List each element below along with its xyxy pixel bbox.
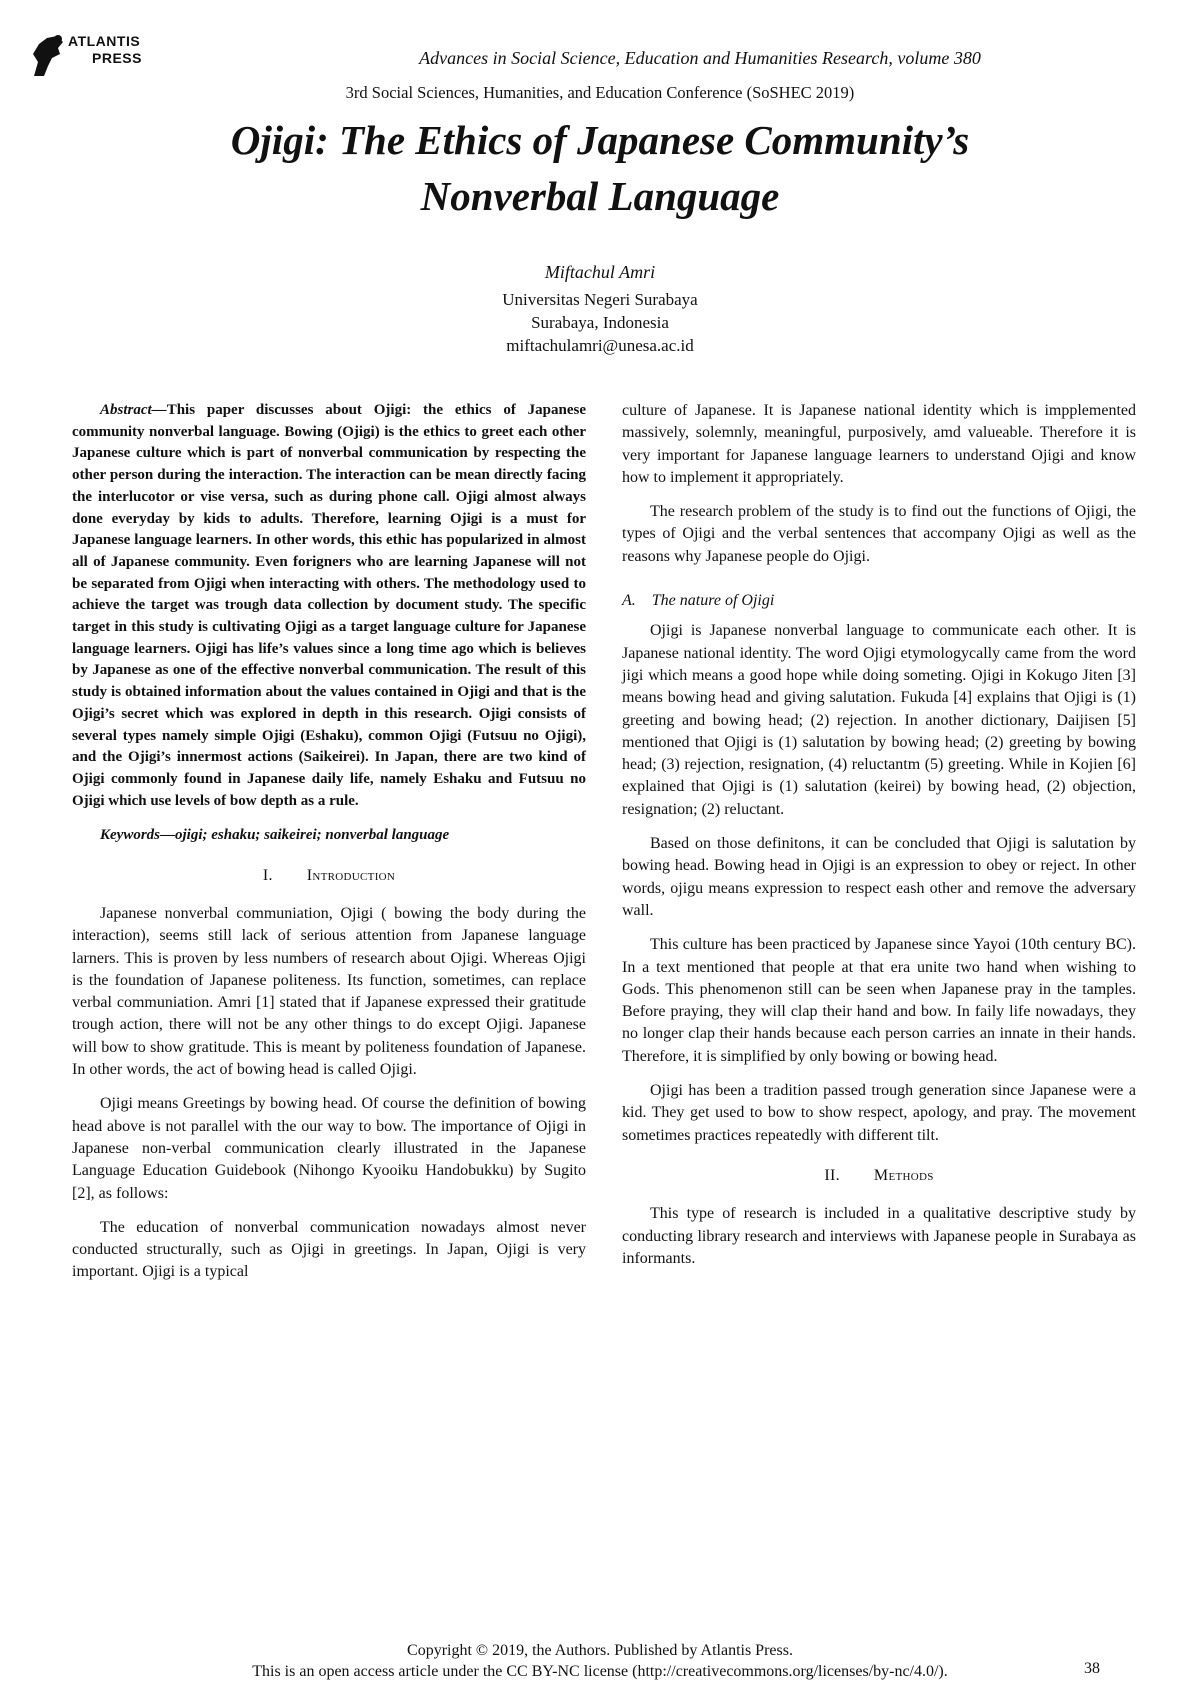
paper-title: [100, 112, 1100, 224]
author-location: Surabaya, Indonesia: [531, 313, 669, 332]
copyright-line: Copyright © 2019, the Authors. Published by Atlantis Press.: [407, 1642, 793, 1659]
keywords: [72, 824, 586, 846]
logo-line-1: ATLANTIS: [68, 33, 141, 49]
logo-wordmark: [68, 33, 142, 67]
author-name: Miftachul Amri: [544, 262, 656, 282]
methods-paragraph: This type of research is included in a qualitative descriptive study by conducting library research and interviews with Japanese people in Surabaya as informants.: [622, 1205, 1136, 1267]
abstract-label: Abstract—: [100, 402, 167, 418]
nature-paragraph: Based on those definitons, it can be concluded that Ojigi is salutation by bowing head. Bowing head in Ojigi is an expression to obey or reject. In other words, ojigu means expression to respect eash other and remove the adversary wall.: [622, 835, 1136, 919]
intro-paragraph: Japanese nonverbal communiation, Ojigi ( bowing the body during the interaction), seems still lack of serious attention from Japanese language larners. This is proven by less numbers of research about Ojigi. Whereas Ojigi is the foundation of Japanese politeness. Its function, sometimes, can replace verbal communiation. Amri [1] stated that if Japanese expressed their gratitude trough action, there will not be any other things to do except Ojigi. Japanese will bow to show gratitude. This is meant by politeness foundation of Japanese. In other words, the act of bowing head is called Ojigi.: [72, 904, 586, 1079]
nature-paragraph: This culture has been practiced by Japanese since Yayoi (10th century BC). In a text mentioned that people at that era unite two hand when wishing to Gods. This phenomenon still can be seen when Japanese pray in the tamples. Before praying, they will clap their hand and bow. In faily life nowadays, they no longer clap their hands because each person carries an innate in their hands. Therefore, it is simplified by only bowing or bowing head.: [622, 936, 1136, 1065]
atlantis-figure-icon: [30, 32, 68, 78]
intro-quote: The education of nonverbal communication nowadays almost never conducted structurally, such as Ojigi in greetings. In Japan, Ojigi is very important. Ojigi is a typical: [72, 1218, 586, 1281]
conference-name: 3rd Social Sciences, Humanities, and Education Conference (SoSHEC 2019): [345, 83, 855, 102]
keywords-text: ojigi; eshaku; saikeirei; nonverbal language: [175, 827, 450, 844]
author-affiliation: [300, 288, 900, 357]
running-head: Advances in Social Science, Education and Humanities Research, volume 380: [419, 48, 981, 68]
nature-paragraph: Ojigi has been a tradition passed trough generation since Japanese were a kid. They get used to bow to show respect, apology, and pray. The movement sometimes practices repeatedly with different tilt.: [622, 1082, 1136, 1144]
quote-continuation: culture of Japanese. It is Japanese national identity which is impplemented massively, solemnly, meaningful, purposively, amd valueable. Therefore it is very important for Japanese language learners to understand Ojigi and know how to implement it appropriately.: [622, 402, 1136, 486]
author-email[interactable]: miftachulamri@unesa.ac.id: [506, 336, 694, 355]
abstract: [72, 400, 586, 812]
logo-line-2: PRESS: [92, 50, 142, 66]
title-line-2: Nonverbal Language: [420, 173, 780, 219]
title-line-1: Ojigi: The Ethics of Japanese Community’s: [230, 117, 970, 163]
intro-paragraph: Ojigi means Greetings by bowing head. Of course the definition of bowing head above is not parallel with the our way to bow. The importance of Ojigi in Japanese non-verbal communication clearly illustrated in the Japanese Language Education Guidebook (Nihongo Kyooiku Handobukku) by Sugito [2], as follows:: [72, 1095, 586, 1202]
author-university: Universitas Negeri Surabaya: [502, 290, 698, 309]
subsection-heading-nature-of-ojigi: A. The nature of Ojigi: [622, 592, 775, 610]
left-column: [72, 400, 586, 1296]
section-heading-methods: II. Methods: [824, 1166, 934, 1184]
publisher-logo: [30, 30, 160, 80]
page-footer: [150, 1640, 1050, 1682]
page-number: 38: [1084, 1660, 1100, 1677]
section-heading-introduction: I. Introduction: [262, 866, 396, 884]
right-column: [622, 400, 1136, 1282]
research-problem-paragraph: The research problem of the study is to find out the functions of Ojigi, the types of Ojigi and the verbal sentences that accompany Ojigi as well as the reasons why Japanese people do Ojigi.: [622, 503, 1136, 565]
keywords-label: Keywords—: [100, 827, 175, 844]
license-line: This is an open access article under the CC BY-NC license (http://creativecommons.org/licenses/by-nc/4.0/).: [252, 1663, 948, 1680]
abstract-text: This paper discusses about Ojigi: the ethics of Japanese community nonverbal language. Bowing (Ojigi) is the ethics to greet each other Japanese culture which is part of nonverbal communication by respecting the other person during the interaction. The interaction can be mean directly facing the interlucotor or vise versa, such as during phone call. Ojigi almost always done everyday by kids to adults. Therefore, learning Ojigi is a must for Japanese language learners. In other words, this ethic has popularized in almost all of Japanese community. Even forigners who are learning Japanese will not be separated from Ojigi when interacting with others. The methodology used to achieve the target was trough data collection by document study. The specific target in this study is cultivating Ojigi as a target language culture for Japanese language learners. Ojigi has life’s values since a long time ago which is believes by Japanese as one of the effective nonverbal communication. The result of this study is obtained information about the values contained in Ojigi and that is the Ojigi’s secret which was explored in depth in this research. Ojigi consists of several types namely simple Ojigi (Eshaku), common Ojigi (Futsuu no Ojigi), and the Ojigi’s innermost actions (Saikeirei). In Japan, there are two kind of Ojigi commonly found in Japanese daily life, namely Eshaku and Futsuu no Ojigi which use levels of bow depth as a rule.: [72, 402, 586, 809]
nature-paragraph: Ojigi is Japanese nonverbal language to communicate each other. It is Japanese national identity. The word Ojigi etymologycally came from the word jigi which means a good hope while doing someting. Ojigi in Kokugo Jiten [3] means bowing head and giving salutation. Fukuda [4] explains that Ojigi is (1) greeting and bowing head; (2) rejection. In another dictionary, Daijisen [5] mentioned that Ojigi is (1) salutation by bowing head; (2) greeting by bowing head; (3) rejection, resignation, (4) reluctantm (5) greeting. While in Kojien [6] explained that Ojigi is (1) salutation (keirei) by bowing head, (2) objection, resignation; (2) reluctant.: [622, 622, 1136, 818]
